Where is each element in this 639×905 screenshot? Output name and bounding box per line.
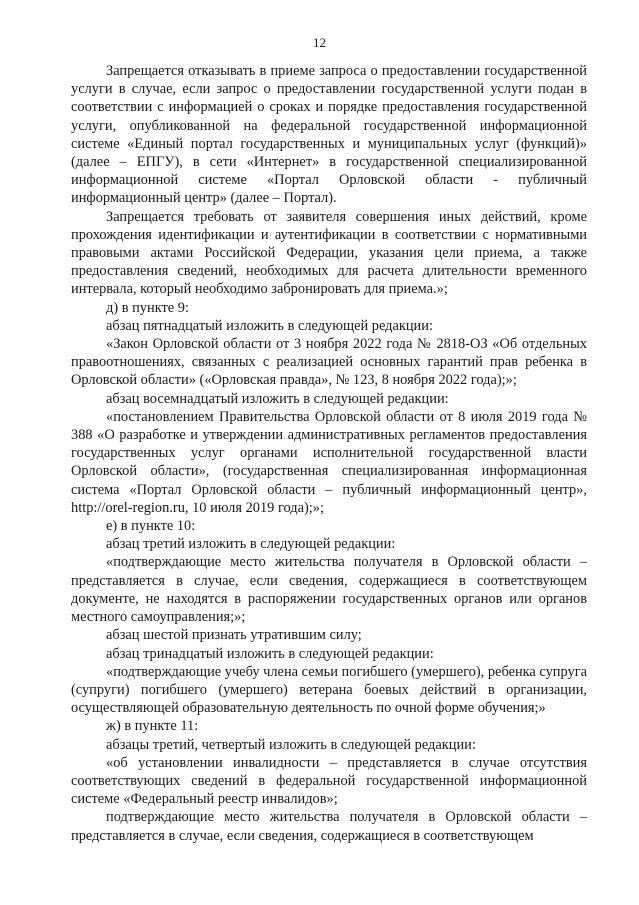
paragraph: абзац пятнадцатый изложить в следующей редакции:	[106, 317, 433, 334]
paragraph: подтверждающие место жительства получателя в Орловской области – представляется в случае, если сведения, содержащиеся в соответствующем	[71, 809, 587, 844]
paragraph: «подтверждающие место жительства получателя в Орловской области – представляется в случае, если сведения, содержащиеся в соответствующем документе, не находятся в распоряжении государственных органов или органов местного самоуправления;»;	[71, 554, 587, 626]
paragraph: Запрещается отказывать в приеме запроса о предоставлении государственной услуги в случае, если запрос о предоставлении государственной услуги подан в соответствии с информацией о сроках и порядке предоставления государственной услуги, опубликованной на федеральной государственной информационной системе «Единый портал государственных и муниципальных услуг (функций)» (далее – ЕПГУ), в сети «Интернет» в государственной специализированной информационной системе «Портал Орловской области - публичный информационный центр» (далее – Портал).	[71, 63, 587, 207]
paragraph: е) в пункте 10:	[106, 518, 196, 535]
paragraph: ж) в пункте 11:	[106, 718, 199, 735]
document-body	[71, 62, 587, 845]
paragraph: абзац тринадцатый изложить в следующей редакции:	[106, 645, 434, 662]
paragraph: «Закон Орловской области от 3 ноября 2022 года № 2818-ОЗ «Об отдельных правоотношениях, связанных с реализацией основных гарантий прав ребенка в Орловской области» («Орловская правда», № 123, 8 ноября 2022 года);»;	[71, 336, 587, 389]
paragraph: Запрещается требовать от заявителя совершения иных действий, кроме прохождения идентификации и аутентификации в соответствии с нормативными правовыми актами Российской Федерации, указания цели приема, а также предоставления сведений, необходимых для расчета длительности временного интервала, который необходимо забронировать для приема.»;	[71, 208, 587, 298]
paragraph: абзац третий изложить в следующей редакции:	[106, 536, 396, 553]
paragraph: д) в пункте 9:	[106, 299, 189, 316]
paragraph: абзацы третий, четвертый изложить в следующей редакции:	[106, 736, 476, 753]
page-number: 12	[313, 35, 326, 50]
paragraph: «подтверждающие учебу члена семьи погибшего (умершего), ребенка супруга (супруги) погибшего (умершего) ветерана боевых действий в организации, осуществляющей образовательную деятельность по очной форме обучения;»	[71, 663, 588, 717]
paragraph: абзац шестой признать утратившим силу;	[106, 627, 362, 644]
paragraph: «постановлением Правительства Орловской области от 8 июля 2019 года № 388 «О разработке и утверждении административных регламентов предоставления государственных услуг органами исполнительной государственной власти Орловской области», (государственная специализированная информационная система «Портал Орловской области – публичный информационный центр», http://orel-region.ru, 10 июля 2019 года);»;	[71, 408, 587, 516]
paragraph: абзац восемнадцатый изложить в следующей редакции:	[106, 390, 449, 407]
paragraph: «об установлении инвалидности – представляется в случае отсутствия соответствующих сведений в федеральной государственной информационной системе «Федеральный реестр инвалидов»;	[71, 754, 587, 808]
